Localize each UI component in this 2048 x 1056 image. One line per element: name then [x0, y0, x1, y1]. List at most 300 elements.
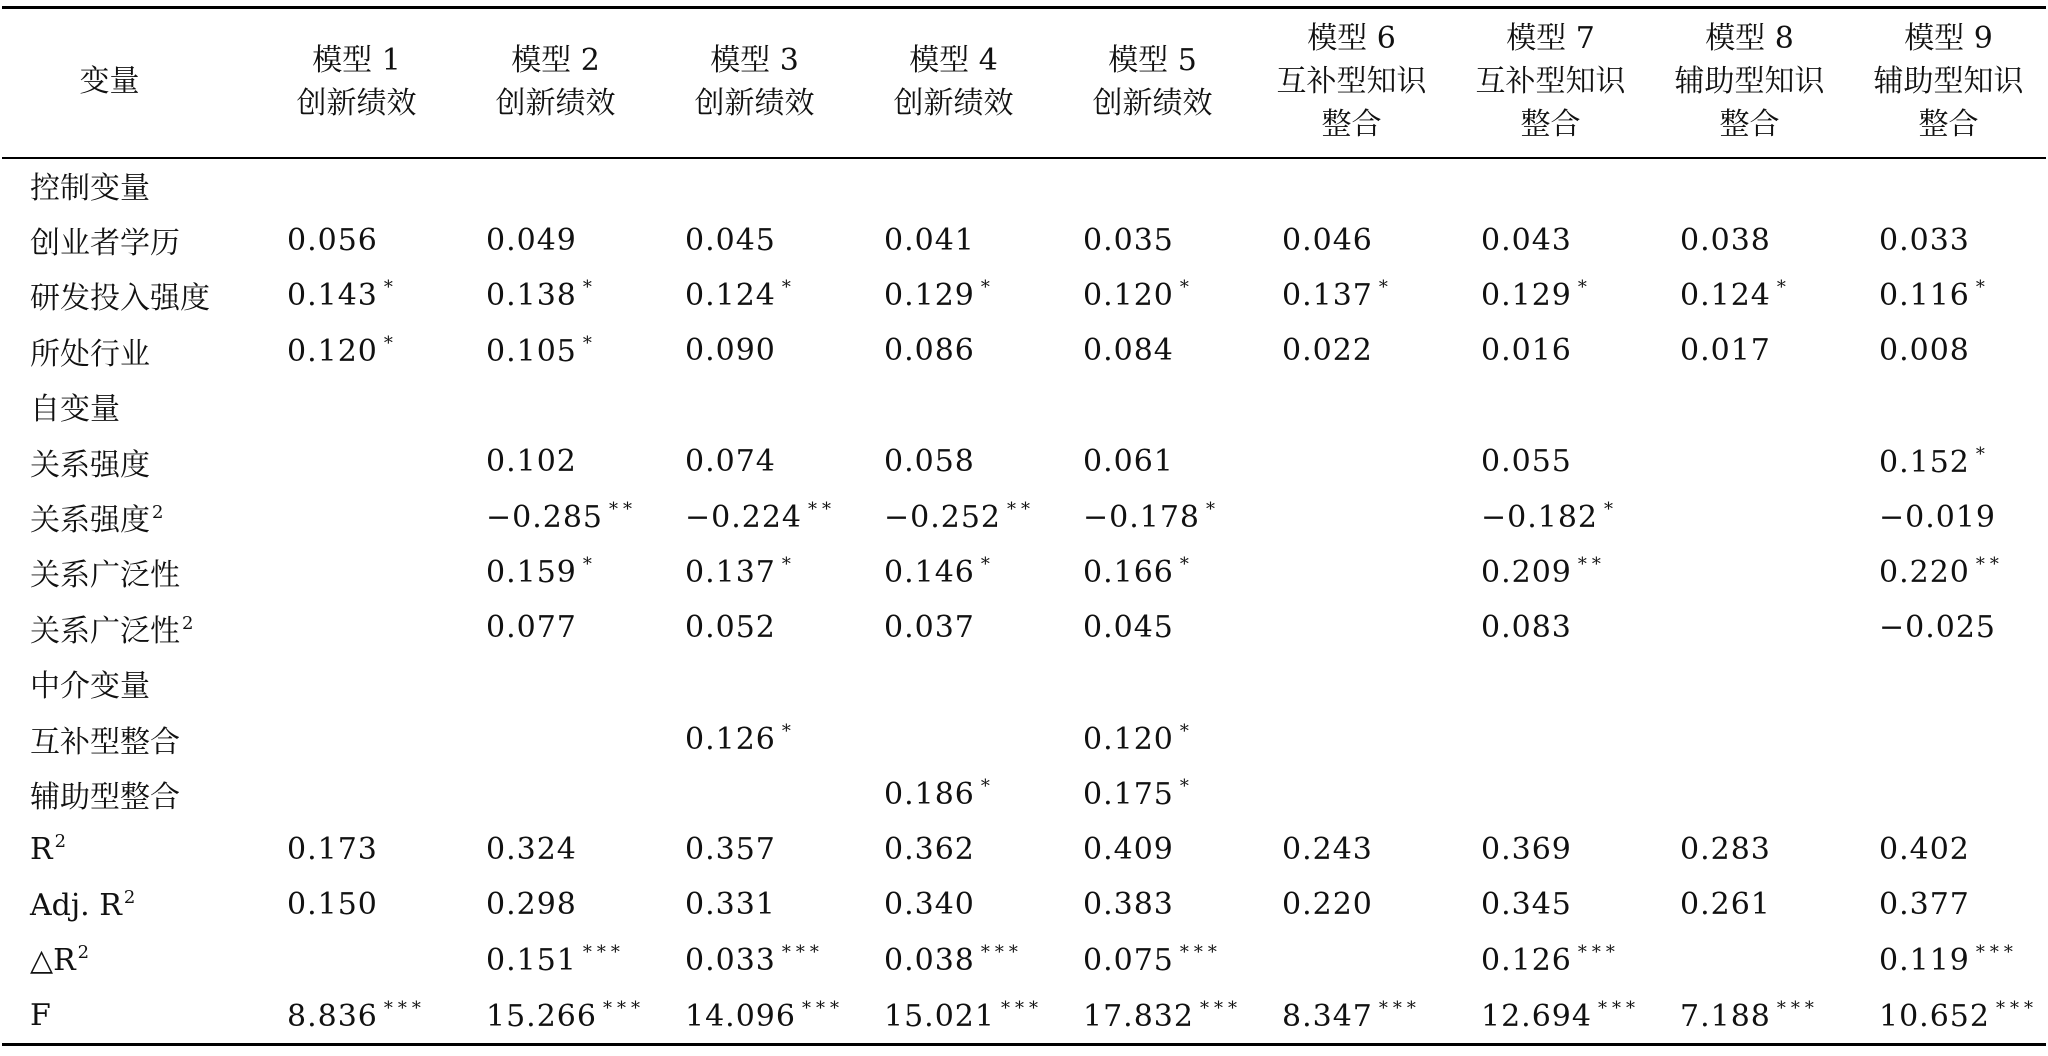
cell-model-8	[1650, 822, 1849, 877]
cell-model-5	[1053, 379, 1252, 434]
model-name: 模型 9	[1904, 21, 1993, 56]
row-label	[2, 212, 257, 267]
coefficient-value: 0.049	[486, 222, 577, 258]
cell-model-7	[1451, 545, 1650, 600]
significance-stars: ***	[781, 942, 824, 964]
cell-model-3	[655, 545, 854, 600]
cell-model-4	[854, 600, 1053, 655]
coefficient-value: 0.243	[1282, 831, 1373, 867]
model-name: 模型 8	[1705, 21, 1794, 56]
coefficient-value: 0.045	[685, 222, 776, 258]
significance-stars: ***	[1378, 997, 1421, 1019]
cell-model-7	[1451, 600, 1650, 655]
cell-model-7	[1451, 379, 1650, 434]
cell-model-5	[1053, 545, 1252, 600]
cell-model-2	[456, 711, 655, 766]
coefficient-value: −0.025	[1879, 610, 1997, 646]
model-name: 模型 2	[511, 42, 600, 78]
cell-model-5	[1053, 212, 1252, 267]
coefficient-value: 0.033	[685, 943, 776, 979]
cell-model-4	[854, 489, 1053, 544]
significance-stars: ***	[1975, 942, 2018, 964]
model-name: 模型 4	[909, 42, 998, 78]
model-name: 模型 3	[710, 42, 799, 78]
coefficient-value: 0.362	[884, 831, 975, 867]
row-label-superscript: 2	[77, 942, 90, 964]
significance-stars: *	[1975, 443, 1990, 465]
cell-model-7	[1451, 822, 1650, 877]
cell-model-3	[655, 988, 854, 1043]
cell-model-4	[854, 434, 1053, 489]
cell-model-3	[655, 822, 854, 877]
significance-stars: ***	[1000, 997, 1043, 1019]
dependent-variable-cont: 整合	[1719, 107, 1780, 142]
table-row	[2, 268, 2048, 323]
cell-model-3	[655, 157, 854, 212]
significance-stars: ***	[1199, 997, 1242, 1019]
row-label	[2, 877, 257, 932]
table-bottom-rule	[2, 1043, 2046, 1046]
cell-model-9	[1849, 600, 2048, 655]
cell-model-6	[1252, 711, 1451, 766]
dependent-variable: 辅助型知识	[1873, 64, 2024, 99]
significance-stars: ***	[1995, 997, 2038, 1019]
significance-stars: *	[1378, 277, 1393, 299]
coefficient-value: 0.331	[685, 887, 776, 923]
cell-model-2	[456, 323, 655, 378]
cell-model-1	[257, 157, 456, 212]
coefficient-value: 0.090	[685, 333, 776, 369]
coefficient-value: 0.017	[1680, 333, 1771, 369]
cell-model-9	[1849, 932, 2048, 987]
cell-model-2	[456, 600, 655, 655]
coefficient-value: 0.124	[1680, 278, 1771, 314]
cell-model-8	[1650, 656, 1849, 711]
cell-model-4	[854, 268, 1053, 323]
table-header	[2, 6, 2048, 157]
cell-model-3	[655, 600, 854, 655]
row-label-superscript: 2	[152, 502, 164, 524]
significance-stars: *	[383, 277, 398, 299]
row-label-text: 中介变量	[30, 669, 150, 705]
cell-model-7	[1451, 877, 1650, 932]
row-label-text: 关系强度	[30, 447, 150, 483]
coefficient-value: 0.220	[1282, 887, 1373, 923]
cell-model-5	[1053, 822, 1252, 877]
coefficient-value: 0.166	[1083, 555, 1174, 591]
cell-model-5	[1053, 157, 1252, 212]
cell-model-5	[1053, 434, 1252, 489]
significance-stars: **	[808, 499, 837, 521]
significance-stars: ***	[1577, 942, 1620, 964]
cell-model-8	[1650, 600, 1849, 655]
model-header-3	[655, 6, 854, 157]
cell-model-1	[257, 822, 456, 877]
cell-model-1	[257, 489, 456, 544]
coefficient-value: 0.038	[1680, 222, 1771, 258]
cell-model-7	[1451, 766, 1650, 821]
table-row	[2, 932, 2048, 987]
cell-model-3	[655, 379, 854, 434]
cell-model-2	[456, 545, 655, 600]
dependent-variable: 创新绩效	[296, 85, 417, 121]
cell-model-1	[257, 932, 456, 987]
coefficient-value: 0.084	[1083, 333, 1174, 369]
cell-model-9	[1849, 323, 2048, 378]
cell-model-4	[854, 379, 1053, 434]
coefficient-value: 0.357	[685, 831, 776, 867]
model-header-5	[1053, 6, 1252, 157]
cell-model-2	[456, 157, 655, 212]
dependent-variable-cont: 整合	[1918, 107, 1979, 142]
coefficient-value: 14.096	[685, 998, 796, 1034]
cell-model-5	[1053, 656, 1252, 711]
coefficient-value: 0.146	[884, 555, 975, 591]
coefficient-value: 0.143	[287, 278, 378, 314]
coefficient-value: 0.058	[884, 444, 975, 480]
cell-model-5	[1053, 711, 1252, 766]
coefficient-value: −0.019	[1879, 499, 1997, 535]
cell-model-8	[1650, 877, 1849, 932]
table-row	[2, 323, 2048, 378]
cell-model-6	[1252, 932, 1451, 987]
coefficient-value: 0.038	[884, 943, 975, 979]
cell-model-2	[456, 379, 655, 434]
coefficient-value: 0.119	[1879, 943, 1970, 979]
dependent-variable: 创新绩效	[1092, 85, 1213, 121]
table-row	[2, 766, 2048, 821]
coefficient-value: 0.137	[685, 555, 776, 591]
row-label	[2, 988, 257, 1043]
coefficient-value: 0.129	[1481, 278, 1572, 314]
cell-model-3	[655, 323, 854, 378]
cell-model-4	[854, 545, 1053, 600]
coefficient-value: 0.045	[1083, 610, 1174, 646]
cell-model-7	[1451, 434, 1650, 489]
coefficient-value: 0.055	[1481, 444, 1572, 480]
cell-model-7	[1451, 988, 1650, 1043]
cell-model-5	[1053, 988, 1252, 1043]
cell-model-4	[854, 766, 1053, 821]
cell-model-9	[1849, 656, 2048, 711]
cell-model-7	[1451, 932, 1650, 987]
coefficient-value: 0.075	[1083, 943, 1174, 979]
cell-model-1	[257, 656, 456, 711]
cell-model-3	[655, 656, 854, 711]
cell-model-2	[456, 766, 655, 821]
row-label	[2, 379, 257, 434]
cell-model-4	[854, 932, 1053, 987]
significance-stars: *	[582, 332, 597, 354]
cell-model-8	[1650, 212, 1849, 267]
cell-model-6	[1252, 379, 1451, 434]
cell-model-7	[1451, 323, 1650, 378]
cell-model-6	[1252, 545, 1451, 600]
coefficient-value: 0.345	[1481, 887, 1572, 923]
cell-model-7	[1451, 711, 1650, 766]
row-label-text: R	[30, 832, 53, 868]
significance-stars: *	[1975, 277, 1990, 299]
variable-column-header: 变量	[79, 64, 140, 99]
cell-model-5	[1053, 268, 1252, 323]
cell-model-8	[1650, 379, 1849, 434]
cell-model-4	[854, 157, 1053, 212]
cell-model-6	[1252, 157, 1451, 212]
dependent-variable: 创新绩效	[893, 85, 1014, 121]
cell-model-3	[655, 932, 854, 987]
row-label-text: 研发投入强度	[30, 281, 210, 317]
cell-model-5	[1053, 932, 1252, 987]
significance-stars: ***	[582, 942, 625, 964]
significance-stars: *	[1179, 277, 1194, 299]
row-label	[2, 157, 257, 212]
coefficient-value: 0.150	[287, 887, 378, 923]
cell-model-4	[854, 323, 1053, 378]
cell-model-3	[655, 711, 854, 766]
significance-stars: *	[1776, 277, 1791, 299]
significance-stars: *	[1179, 554, 1194, 576]
table-row	[2, 379, 2048, 434]
coefficient-value: 0.137	[1282, 278, 1373, 314]
cell-model-1	[257, 766, 456, 821]
coefficient-value: 12.694	[1481, 998, 1592, 1034]
cell-model-5	[1053, 323, 1252, 378]
cell-model-6	[1252, 212, 1451, 267]
coefficient-value: 0.377	[1879, 887, 1970, 923]
coefficient-value: 0.173	[287, 831, 378, 867]
cell-model-9	[1849, 766, 2048, 821]
significance-stars: ***	[1179, 942, 1222, 964]
cell-model-8	[1650, 489, 1849, 544]
coefficient-value: 0.129	[884, 278, 975, 314]
cell-model-3	[655, 766, 854, 821]
coefficient-value: 15.021	[884, 998, 995, 1034]
coefficient-value: 0.369	[1481, 831, 1572, 867]
coefficient-value: 0.159	[486, 555, 577, 591]
row-label	[2, 656, 257, 711]
cell-model-4	[854, 877, 1053, 932]
table-row	[2, 822, 2048, 877]
table-row	[2, 656, 2048, 711]
model-header-8	[1650, 6, 1849, 157]
row-label	[2, 932, 257, 987]
cell-model-9	[1849, 545, 2048, 600]
row-label-text: Adj. R	[30, 887, 122, 923]
coefficient-value: 0.016	[1481, 333, 1572, 369]
row-label	[2, 489, 257, 544]
table-row	[2, 711, 2048, 766]
cell-model-8	[1650, 766, 1849, 821]
coefficient-value: 0.283	[1680, 831, 1771, 867]
row-label-superscript: 2	[54, 831, 67, 853]
cell-model-6	[1252, 766, 1451, 821]
cell-model-5	[1053, 600, 1252, 655]
coefficient-value: 0.409	[1083, 831, 1174, 867]
coefficient-value: 0.086	[884, 333, 975, 369]
significance-stars: ***	[801, 997, 844, 1019]
cell-model-9	[1849, 212, 2048, 267]
coefficient-value: 0.138	[486, 278, 577, 314]
cell-model-2	[456, 212, 655, 267]
cell-model-9	[1849, 988, 2048, 1043]
coefficient-value: 15.266	[486, 998, 597, 1034]
coefficient-value: 0.061	[1083, 444, 1174, 480]
cell-model-5	[1053, 489, 1252, 544]
row-label	[2, 434, 257, 489]
row-label-text: 关系广泛性	[30, 613, 180, 649]
significance-stars: *	[1206, 499, 1221, 521]
significance-stars: *	[1577, 277, 1592, 299]
cell-model-7	[1451, 268, 1650, 323]
dependent-variable: 互补型知识	[1475, 64, 1626, 99]
significance-stars: **	[1007, 499, 1036, 521]
cell-model-1	[257, 600, 456, 655]
cell-model-5	[1053, 877, 1252, 932]
row-label-text: 所处行业	[30, 336, 150, 372]
cell-model-8	[1650, 268, 1849, 323]
row-label-text: 关系强度	[30, 503, 150, 539]
cell-model-3	[655, 212, 854, 267]
cell-model-1	[257, 379, 456, 434]
row-label-text: 创业者学历	[30, 226, 180, 262]
significance-stars: *	[582, 554, 597, 576]
coefficient-value: 0.220	[1879, 555, 1970, 591]
row-label-text: F	[30, 998, 51, 1034]
table-row	[2, 434, 2048, 489]
table-row	[2, 600, 2048, 655]
coefficient-value: 0.175	[1083, 776, 1174, 812]
coefficient-value: 0.209	[1481, 555, 1572, 591]
significance-stars: *	[781, 554, 796, 576]
significance-stars: *	[980, 277, 995, 299]
cell-model-7	[1451, 656, 1650, 711]
regression-results-table	[2, 6, 2048, 1043]
row-label	[2, 711, 257, 766]
cell-model-1	[257, 545, 456, 600]
row-label	[2, 323, 257, 378]
dependent-variable-cont: 整合	[1520, 107, 1581, 142]
coefficient-value: 0.324	[486, 831, 577, 867]
model-header-4	[854, 6, 1053, 157]
coefficient-value: 17.832	[1083, 998, 1194, 1034]
coefficient-value: 0.008	[1879, 333, 1970, 369]
cell-model-6	[1252, 489, 1451, 544]
coefficient-value: 0.152	[1879, 444, 1970, 480]
significance-stars: *	[781, 277, 796, 299]
cell-model-6	[1252, 988, 1451, 1043]
cell-model-1	[257, 268, 456, 323]
cell-model-6	[1252, 877, 1451, 932]
table-row	[2, 988, 2048, 1043]
cell-model-1	[257, 212, 456, 267]
row-label-superscript: 2	[182, 612, 194, 634]
cell-model-6	[1252, 656, 1451, 711]
coefficient-value: 0.077	[486, 610, 577, 646]
model-header-7	[1451, 6, 1650, 157]
model-header-9	[1849, 6, 2048, 157]
cell-model-6	[1252, 268, 1451, 323]
coefficient-value: 0.037	[884, 610, 975, 646]
coefficient-value: 0.383	[1083, 887, 1174, 923]
coefficient-value: 0.151	[486, 943, 577, 979]
table-row	[2, 489, 2048, 544]
row-label-text: 辅助型整合	[30, 779, 180, 815]
significance-stars: *	[1179, 720, 1194, 742]
cell-model-9	[1849, 268, 2048, 323]
coefficient-value: −0.182	[1481, 500, 1599, 536]
significance-stars: *	[383, 332, 398, 354]
significance-stars: **	[609, 499, 638, 521]
cell-model-6	[1252, 323, 1451, 378]
cell-model-3	[655, 434, 854, 489]
significance-stars: *	[1179, 775, 1194, 797]
significance-stars: ***	[383, 997, 426, 1019]
cell-model-9	[1849, 379, 2048, 434]
significance-stars: *	[980, 775, 995, 797]
coefficient-value: 0.041	[884, 222, 975, 258]
significance-stars: ***	[1776, 997, 1819, 1019]
model-name: 模型 1	[312, 42, 401, 78]
row-label	[2, 766, 257, 821]
table-row	[2, 157, 2048, 212]
dependent-variable: 创新绩效	[694, 85, 815, 121]
coefficient-value: −0.178	[1083, 500, 1201, 536]
coefficient-value: 8.836	[287, 998, 378, 1034]
cell-model-8	[1650, 323, 1849, 378]
cell-model-8	[1650, 157, 1849, 212]
coefficient-value: 0.074	[685, 444, 776, 480]
cell-model-2	[456, 932, 655, 987]
cell-model-5	[1053, 766, 1252, 821]
dependent-variable: 辅助型知识	[1674, 64, 1825, 99]
coefficient-value: 0.126	[1481, 943, 1572, 979]
coefficient-value: 8.347	[1282, 998, 1373, 1034]
model-name: 模型 6	[1307, 21, 1396, 56]
cell-model-9	[1849, 877, 2048, 932]
cell-model-6	[1252, 600, 1451, 655]
cell-model-3	[655, 268, 854, 323]
cell-model-2	[456, 268, 655, 323]
cell-model-2	[456, 822, 655, 877]
row-label-text: 互补型整合	[30, 724, 180, 760]
coefficient-value: 0.402	[1879, 831, 1970, 867]
cell-model-2	[456, 656, 655, 711]
cell-model-3	[655, 877, 854, 932]
row-label	[2, 268, 257, 323]
coefficient-value: 10.652	[1879, 998, 1990, 1034]
significance-stars: ***	[602, 997, 645, 1019]
significance-stars: **	[1577, 554, 1606, 576]
dependent-variable-cont: 整合	[1321, 107, 1382, 142]
table-row	[2, 877, 2048, 932]
cell-model-2	[456, 877, 655, 932]
cell-model-8	[1650, 711, 1849, 766]
cell-model-9	[1849, 434, 2048, 489]
coefficient-value: 0.033	[1879, 222, 1970, 258]
cell-model-6	[1252, 434, 1451, 489]
row-label	[2, 600, 257, 655]
row-label-text: △R	[30, 943, 76, 979]
significance-stars: *	[582, 277, 597, 299]
cell-model-8	[1650, 434, 1849, 489]
coefficient-value: 0.083	[1481, 610, 1572, 646]
row-label	[2, 822, 257, 877]
cell-model-1	[257, 434, 456, 489]
coefficient-value: 0.126	[685, 721, 776, 757]
row-label-superscript: 2	[123, 886, 136, 908]
cell-model-1	[257, 711, 456, 766]
row-label-text: 控制变量	[30, 170, 150, 206]
